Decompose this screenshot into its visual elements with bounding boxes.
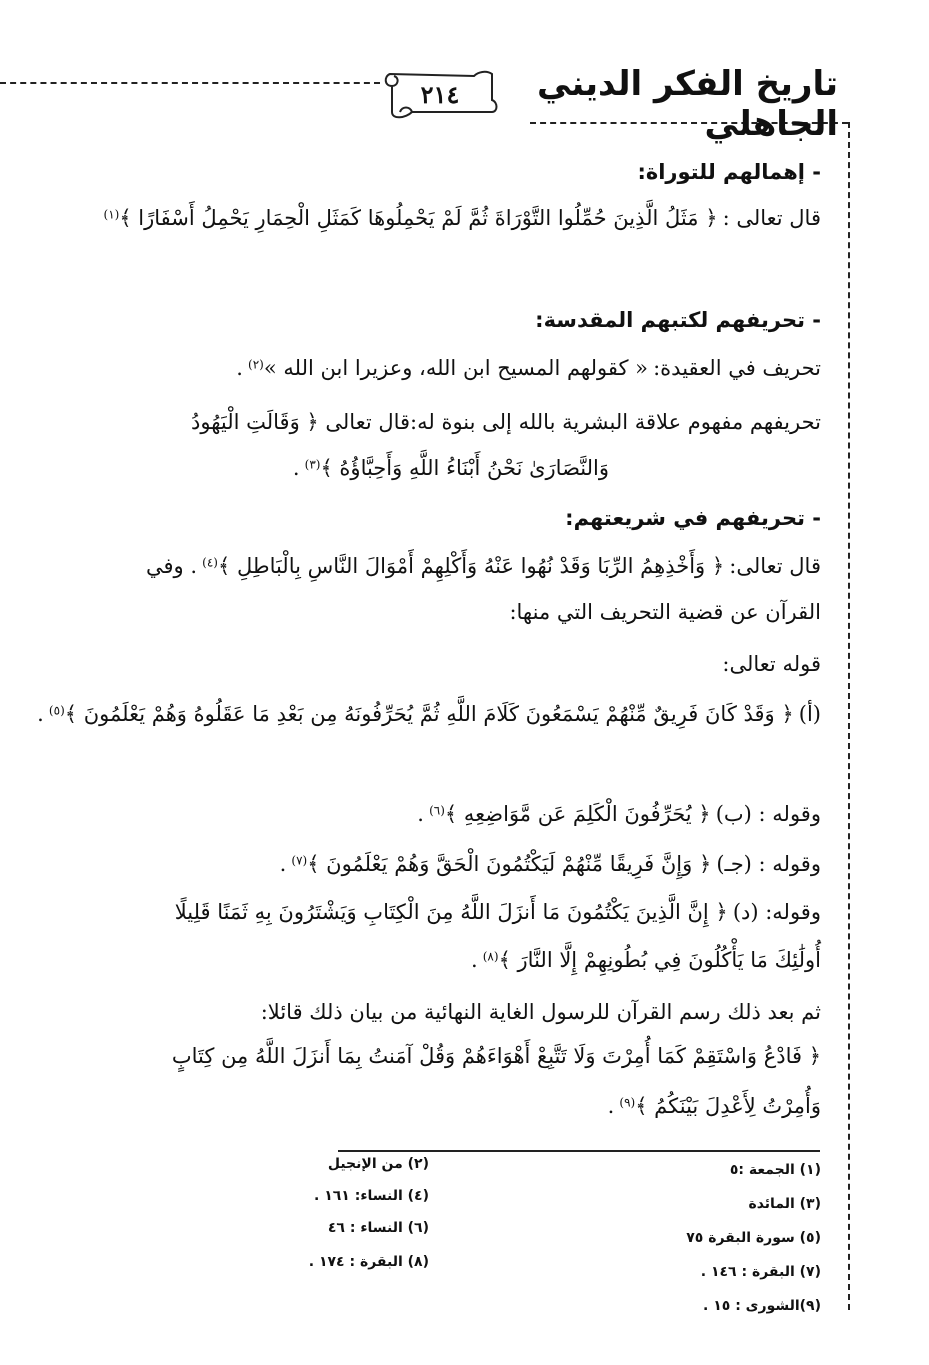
text-line-10 [280,852,821,876]
text-line-8 [37,702,821,726]
quran-verse: ﴿ يُحَرِّفُونَ الْكَلِمَ عَن مَّوَاضِعِهِ ﴾ [444,802,711,826]
text-line-3 [191,410,821,434]
frame-right-border [848,122,850,1310]
quote: « كقولهم المسيح ابن الله، وعزيرا ابن الله » [263,356,649,380]
text-line-2 [236,356,821,380]
line-prefix: وقوله : (جـ) [716,852,821,876]
heading-distortion-law: - تحريفهم في شريعتهم: [565,506,821,530]
footnote-1: (١) الجمعة :٥ [729,1162,821,1178]
footnote-ref: (٦) [429,803,445,818]
text-line-13 [261,1000,821,1024]
footnote-ref: (٧) [291,853,308,868]
text-line-9 [417,802,821,826]
footnote-ref: (٣) [304,457,321,472]
quran-verse: أُولَٰئِكَ مَا يَأْكُلُونَ فِي بُطُونِهِمْ إِلَّا النَّارَ ﴾ [498,948,821,972]
footnote-6: (٦) النساء : ٤٦ [327,1220,429,1236]
text-line-12 [471,948,821,972]
quran-verse: ﴿ وَقَدْ كَانَ فَرِيقٌ مِّنْهُمْ يَسْمَعُونَ كَلَامَ اللَّهِ ثُمَّ يُحَرِّفُونَهُ مِن بَعْدِ مَا عَقَلُوهُ وَهُمْ يَعْلَمُونَ ﴾ [64,702,794,726]
header-rule [0,82,380,84]
text-line-1 [104,206,822,230]
footnote-7: (٧) البقرة : ١٤٦ . [700,1264,821,1280]
line-end: . وفي [146,554,198,578]
line-end: . [607,1094,615,1118]
quran-verse: ﴿ وَأَخْذِهِمُ الرِّبَا وَقَدْ نُهُوا عَنْهُ وَأَكْلِهِمْ أَمْوَالَ النَّاسِ بِالْبَاطِلِ ﴾ [217,554,725,578]
footnote-2: (٢) من الإنجيل [327,1156,429,1172]
text-line-11 [175,900,821,924]
text-line-6 [509,600,821,624]
line-prefix: قال تعالى : [722,206,821,230]
quran-verse: ﴿ وَإِنَّ فَرِيقًا مِّنْهُمْ لَيَكْتُمُونَ الْحَقَّ وَهُمْ يَعْلَمُونَ ﴾ [307,852,712,876]
footnote-ref: (٢) [248,357,264,372]
footnote-ref: (٤) [202,555,218,570]
quran-verse: ﴿ فَادْعُ وَاسْتَقِمْ كَمَا أُمِرْتَ وَلَا تَتَّبِعْ أَهْوَاءَهُمْ وَقُلْ آمَنتُ بِمَا أَنزَلَ اللَّهُ مِن كِتَابٍ [171,1044,821,1068]
book-title: تاريخ الفكر الديني الجاهلي [537,64,838,144]
footnote-ref: (٥) [48,703,65,718]
page-number: ٢١٤ [420,80,460,109]
line-text: ثم بعد ذلك رسم القرآن للرسول الغاية النهائية من بيان ذلك قائلا: [260,1000,821,1024]
line-text: قوله تعالى: [722,652,821,676]
line-prefix: وقوله: (د) [732,900,821,924]
heading-neglect-torah: - إهمالهم للتوراة: [637,160,821,184]
footnote-ref: (١) [103,207,120,222]
line-end: . [470,948,478,972]
line-end: . [37,702,44,726]
footnote-8: (٨) البقرة : ١٧٤ . [308,1254,429,1270]
quran-verse: ﴿ إِنَّ الَّذِينَ يَكْتُمُونَ مَا أَنزَلَ اللَّهُ مِنَ الْكِتَابِ وَيَشْتَرُونَ بِهِ ثَمَنًا قَلِيلًا [174,900,728,924]
text-line-5 [146,554,821,578]
item-label: (أ) [798,702,821,726]
footnote-rule [338,1150,820,1152]
footnote-3: (٣) المائدة [748,1196,821,1212]
footnote-4: (٤) النساء: ١٦١ . [314,1188,429,1204]
text-line-14 [172,1044,821,1068]
line-end: . [417,802,424,826]
footnote-ref: (٨) [482,949,499,964]
footnote-ref: (٩) [619,1095,636,1110]
line-prefix: قال تعالى: [729,554,821,578]
line-text: القرآن عن قضية التحريف التي منها: [509,600,821,624]
quran-verse: وَأُمِرْتُ لِأَعْدِلَ بَيْنَكُمُ ﴾ [635,1094,821,1118]
line-prefix: تحريف في العقيدة: [653,356,821,380]
line-text: تحريفهم مفهوم علاقة البشرية بالله إلى بنوة له:قال تعالى ﴿ وَقَالَتِ الْيَهُودُ [191,410,821,434]
heading-distortion-books: - تحريفهم لكتبهم المقدسة: [535,308,821,332]
line-end: . [236,356,243,380]
footnote-5: (٥) سورة البقرة ٧٥ [686,1230,821,1246]
footnote-9: (٩)الشورى : ١٥ . [703,1298,821,1314]
line-end: . [292,456,300,480]
text-line-15 [608,1094,821,1118]
quran-verse: وَالنَّصَارَىٰ نَحْنُ أَبْنَاءُ اللَّهِ وَأَحِبَّاؤُهُ ﴾ [320,456,609,480]
quran-verse: ﴿ مَثَلُ الَّذِينَ حُمِّلُوا التَّوْرَاةَ ثُمَّ لَمْ يَحْمِلُوهَا كَمَثَلِ الْحِمَارِ يَحْمِلُ أَسْفَارًا ﴾ [119,206,718,230]
line-end: . [279,852,287,876]
text-line-7 [722,652,821,676]
text-line-4 [293,456,609,480]
line-prefix: وقوله : (ب) [715,802,821,826]
